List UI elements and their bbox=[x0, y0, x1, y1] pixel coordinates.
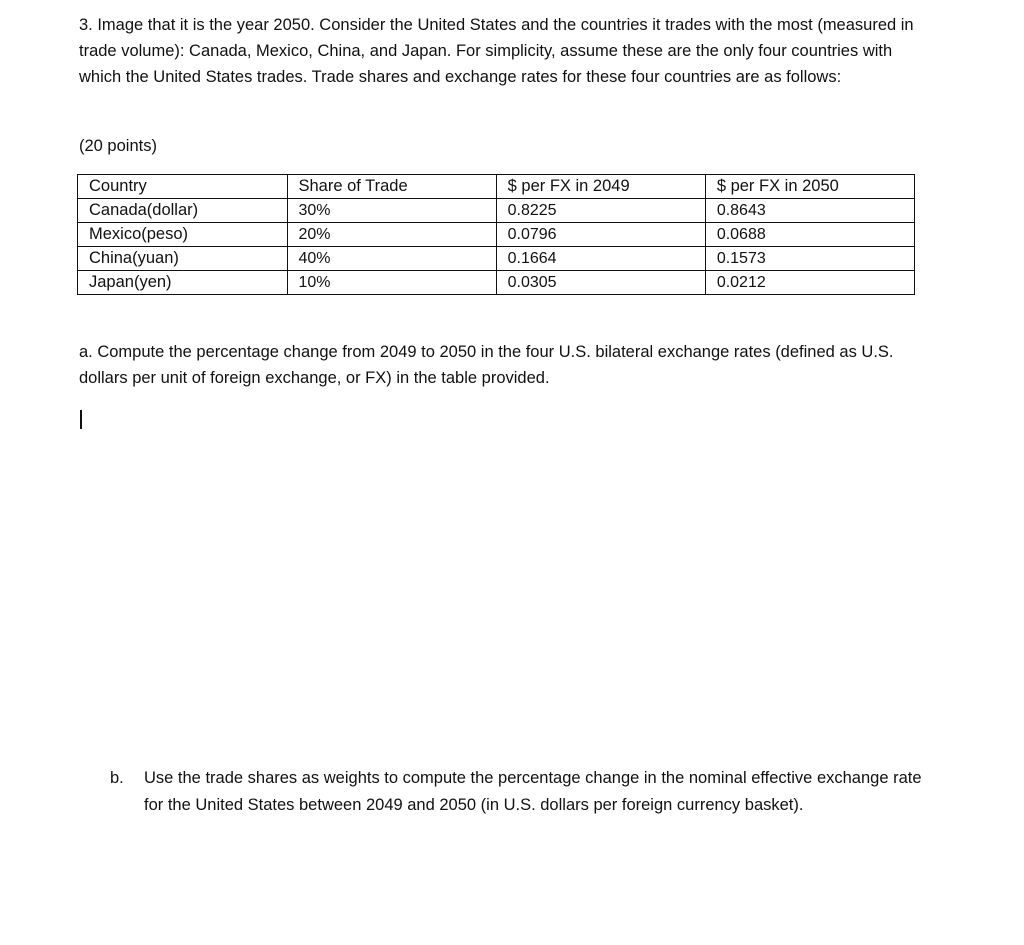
part-b bbox=[110, 765, 930, 818]
cell-rate-2049: 0.1664 bbox=[496, 247, 705, 271]
header-country: Country bbox=[78, 175, 288, 199]
cell-rate-2049: 0.0796 bbox=[496, 223, 705, 247]
cell-share: 10% bbox=[287, 271, 496, 295]
header-rate-2050: $ per FX in 2050 bbox=[705, 175, 914, 199]
part-a-text: a. Compute the percentage change from 2049 to 2050 in the four U.S. bilateral exchange rates (defined as U.S. dollars per unit of foreign exchange, or FX) in the table provided. bbox=[79, 343, 894, 387]
points-label: (20 points) bbox=[79, 137, 157, 155]
header-rate-2049: $ per FX in 2049 bbox=[496, 175, 705, 199]
table-header-row bbox=[78, 175, 915, 199]
header-share: Share of Trade bbox=[287, 175, 496, 199]
trade-table bbox=[77, 174, 915, 295]
cell-rate-2050: 0.0212 bbox=[705, 271, 914, 295]
question-text: 3. Image that it is the year 2050. Consider the United States and the countries it trades with the most (measured in trade volume): Canada, Mexico, China, and Japan. For simplicity, assume these are the only four countries with which the United States trades. Trade shares and exchange rates for these four countries are as follows: bbox=[79, 16, 914, 86]
cell-share: 40% bbox=[287, 247, 496, 271]
table-row bbox=[78, 247, 915, 271]
cell-country: Canada(dollar) bbox=[78, 199, 288, 223]
table-row bbox=[78, 199, 915, 223]
cell-rate-2049: 0.0305 bbox=[496, 271, 705, 295]
part-b-marker: b. bbox=[110, 769, 124, 787]
table-row bbox=[78, 271, 915, 295]
cell-country: Japan(yen) bbox=[78, 271, 288, 295]
cell-rate-2050: 0.0688 bbox=[705, 223, 914, 247]
part-b-text: Use the trade shares as weights to compute the percentage change in the nominal effective exchange rate for the United States between 2049 and 2050 (in U.S. dollars per foreign currency basket). bbox=[144, 769, 922, 814]
cell-country: China(yuan) bbox=[78, 247, 288, 271]
cell-share: 30% bbox=[287, 199, 496, 223]
text-cursor[interactable] bbox=[80, 410, 82, 429]
cell-share: 20% bbox=[287, 223, 496, 247]
cell-rate-2049: 0.8225 bbox=[496, 199, 705, 223]
cell-country: Mexico(peso) bbox=[78, 223, 288, 247]
cell-rate-2050: 0.1573 bbox=[705, 247, 914, 271]
table-row bbox=[78, 223, 915, 247]
cell-rate-2050: 0.8643 bbox=[705, 199, 914, 223]
